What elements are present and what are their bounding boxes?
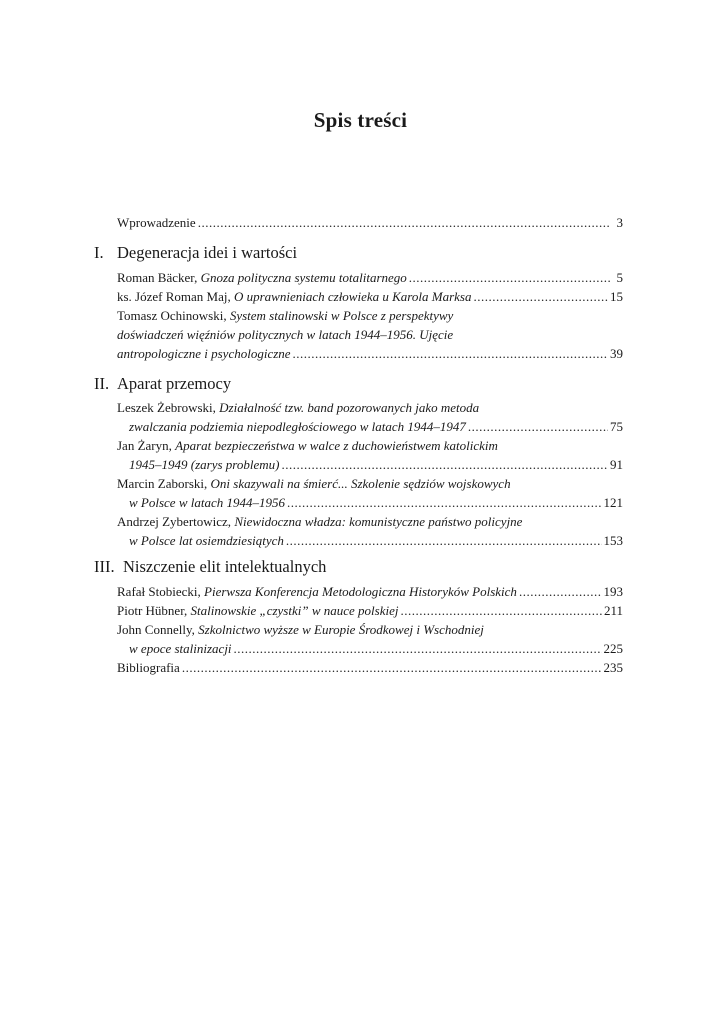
entry-page: 153 <box>603 533 623 548</box>
section-title: Niszczenie elit intelektualnych <box>123 557 327 576</box>
entry-page: 193 <box>603 584 623 599</box>
toc-entry[interactable] <box>117 474 623 512</box>
entry-page: 15 <box>610 289 623 304</box>
toc-entry[interactable] <box>117 398 623 436</box>
entry-line <box>129 639 232 658</box>
entry-title: O uprawnieniach człowieka u Karola Marksa <box>233 289 472 304</box>
toc-entry[interactable] <box>117 658 623 677</box>
leader-dots <box>473 287 608 306</box>
section-number: II. <box>94 374 110 393</box>
leader-dots <box>286 531 602 550</box>
section-title: Degeneracja idei i wartości <box>117 243 298 262</box>
leader-dots <box>293 344 608 363</box>
entry-line <box>117 344 291 363</box>
entry-page: 225 <box>603 641 623 656</box>
entry-line <box>117 398 479 417</box>
section-entries <box>117 398 623 550</box>
leader-dots <box>400 601 601 620</box>
entry-title: Pierwsza Konferencja Metodologiczna Historyków Polskich <box>204 584 517 599</box>
entry-line <box>129 493 285 512</box>
entry-title: Działalność tzw. band pozorowanych jako metoda <box>219 400 480 415</box>
entry-label: Bibliografia <box>117 660 180 675</box>
entry-author: Piotr Hübner, <box>117 603 191 618</box>
entry-author: John Connelly, <box>117 622 199 637</box>
leader-dots <box>519 582 602 601</box>
entry-author: Rafał Stobiecki, <box>117 584 205 599</box>
toc-entry[interactable] <box>117 601 623 620</box>
entry-page: 3 <box>616 215 623 230</box>
entry-title: Aparat bezpieczeństwa w walce z duchowieństwem katolickim <box>175 438 498 453</box>
section-heading <box>94 374 623 394</box>
section-number: III. <box>94 557 115 576</box>
entry-title: zwalczania podziemia niepodległościowego w latach 1944–1947 <box>129 419 466 434</box>
entry-line <box>117 601 398 620</box>
entry-line <box>117 620 484 639</box>
toc-entry[interactable] <box>117 268 623 287</box>
entry-line <box>117 287 471 306</box>
toc-entry[interactable] <box>117 512 623 550</box>
entry-title: doświadczeń więźniów politycznych w latach 1944–1956. Ujęcie <box>117 327 454 342</box>
entry-title: System stalinowski w Polsce z perspektywy <box>229 308 454 323</box>
entry-page: 235 <box>603 660 623 675</box>
section-entries <box>117 582 623 677</box>
entry-title: Gnoza polityczna systemu totalitarnego <box>200 270 407 285</box>
toc-entry-intro[interactable] <box>117 215 623 231</box>
leader-dots <box>287 493 602 512</box>
leader-dots <box>468 417 608 436</box>
entry-author: Marcin Zaborski, <box>117 476 211 491</box>
entry-page: 75 <box>610 419 623 434</box>
toc-entry[interactable] <box>117 582 623 601</box>
section-heading <box>94 243 623 263</box>
leader-dots <box>281 455 608 474</box>
entry-title: 1945–1949 (zarys problemu) <box>129 457 280 472</box>
entry-line <box>117 582 517 601</box>
entry-author: Tomasz Ochinowski, <box>117 308 230 323</box>
toc-entry[interactable] <box>117 306 623 363</box>
entry-line <box>129 455 279 474</box>
entry-author: Andrzej Zybertowicz, <box>117 514 235 529</box>
section-heading <box>94 557 623 577</box>
entry-author: Roman Bäcker, <box>117 270 201 285</box>
entry-page: 91 <box>610 457 623 472</box>
section-entries <box>117 268 623 363</box>
leader-dots <box>234 639 602 658</box>
entry-line <box>117 474 511 493</box>
entry-line <box>117 268 407 287</box>
entry-author: Jan Żaryn, <box>117 438 176 453</box>
entry-page: 39 <box>610 346 623 361</box>
entry-title: Oni skazywali na śmierć... Szkolenie sędziów wojskowych <box>210 476 511 491</box>
entry-line <box>117 512 522 531</box>
toc-entry[interactable] <box>117 287 623 306</box>
entry-author: ks. Józef Roman Maj, <box>117 289 234 304</box>
entry-title: w Polsce w latach 1944–1956 <box>129 495 285 510</box>
entry-author: Leszek Żebrowski, <box>117 400 220 415</box>
entry-page: 121 <box>603 495 623 510</box>
entry-title: Stalinowskie „czystki” w nauce polskiej <box>190 603 399 618</box>
entry-label: Wprowadzenie <box>117 215 196 230</box>
toc-entry[interactable] <box>117 620 623 658</box>
leader-dots <box>198 215 611 231</box>
page-title: Spis treści <box>313 108 408 132</box>
entry-page: 5 <box>616 270 623 285</box>
leader-dots <box>409 268 611 287</box>
leader-dots <box>182 658 602 677</box>
section-number: I. <box>94 243 104 262</box>
entry-line <box>117 325 453 344</box>
section-title: Aparat przemocy <box>117 374 232 393</box>
entry-line <box>129 531 284 550</box>
entry-title: Niewidoczna władza: komunistyczne państwo policyjne <box>234 514 523 529</box>
entry-title: w epoce stalinizacji <box>129 641 232 656</box>
entry-title: w Polsce lat osiemdziesiątych <box>129 533 284 548</box>
toc-entry[interactable] <box>117 436 623 474</box>
entry-title: Szkolnictwo wyższe w Europie Środkowej i Wschodniej <box>198 622 484 637</box>
entry-title: antropologiczne i psychologiczne <box>117 346 291 361</box>
entry-line <box>117 436 498 455</box>
entry-page: 211 <box>603 603 623 618</box>
entry-line <box>117 306 453 325</box>
entry-line <box>129 417 466 436</box>
